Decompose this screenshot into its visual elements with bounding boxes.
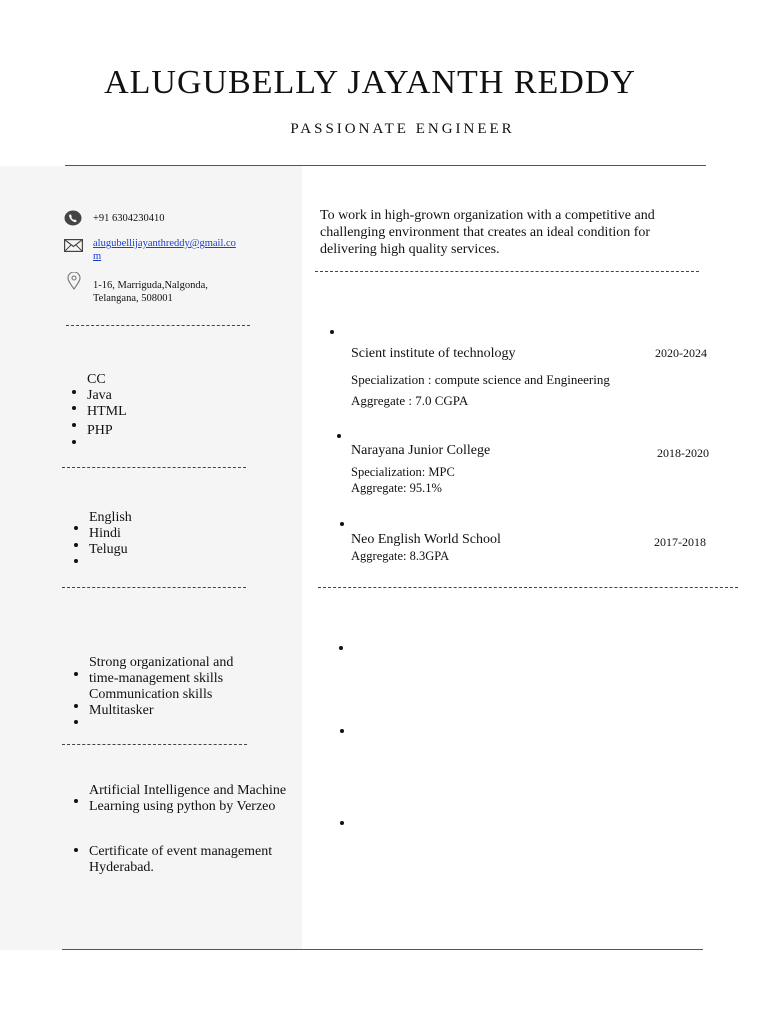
- skills-list: [87, 372, 127, 439]
- skill-item: Java: [87, 388, 112, 403]
- address-line-1: 1-16, Marriguda,Nalgonda,: [93, 280, 208, 291]
- certification-line: Artificial Intelligence and Machine: [89, 783, 287, 798]
- certification-item: [89, 844, 272, 876]
- address-line-2: Telangana, 508001: [93, 293, 173, 304]
- sidebar-divider: [62, 744, 247, 745]
- bullet: [330, 330, 334, 334]
- language-item: Hindi: [89, 526, 121, 541]
- address: [93, 279, 208, 305]
- education-detail: Specialization: MPC: [351, 465, 455, 479]
- candidate-name: ALUGUBELLY JAYANTH REDDY: [104, 64, 636, 101]
- strengths-list: [89, 655, 233, 719]
- bullet: [340, 522, 344, 526]
- objective-text: [320, 207, 655, 258]
- education-years: 2017-2018: [654, 535, 706, 549]
- bullet: [74, 543, 78, 547]
- objective-line: challenging environment that creates an ideal condition for: [320, 225, 651, 240]
- education-detail: Aggregate : 7.0 CGPA: [351, 393, 469, 408]
- bullet: [72, 406, 76, 410]
- phone-icon: [64, 210, 82, 226]
- sidebar-divider: [62, 467, 246, 468]
- certification-line: Hyderabad.: [89, 860, 154, 875]
- email-line-2[interactable]: m: [93, 251, 102, 262]
- sidebar-divider: [66, 325, 250, 326]
- strength-item-line: time-management skills: [89, 671, 224, 686]
- bullet: [74, 799, 78, 803]
- education-institution: Neo English World School: [351, 532, 501, 547]
- bullet: [74, 526, 78, 530]
- bullet: [340, 729, 344, 733]
- bullet: [74, 848, 78, 852]
- email-line-1[interactable]: alugubellijayanthreddy@gmail.co: [93, 238, 236, 249]
- education-institution: Scient institute of technology: [351, 346, 516, 361]
- education-detail: Specialization : compute science and Engineering: [351, 372, 610, 387]
- phone-number: +91 6304230410: [93, 213, 165, 224]
- strength-item: Multitasker: [89, 703, 154, 718]
- location-pin-icon: [67, 272, 81, 290]
- certification-line: Learning using python by Verzeo: [89, 799, 276, 814]
- education-institution: Narayana Junior College: [351, 443, 491, 458]
- section-divider: [318, 587, 738, 588]
- language-item: Telugu: [89, 542, 128, 557]
- objective-line: To work in high-grown organization with a competitive and: [320, 208, 655, 223]
- bullet: [72, 423, 76, 427]
- bullet: [339, 646, 343, 650]
- bullet: [74, 720, 78, 724]
- bullet: [337, 434, 341, 438]
- certification-line: Certificate of event management: [89, 844, 273, 859]
- education-detail: Aggregate: 95.1%: [351, 481, 442, 495]
- sidebar-divider: [62, 587, 246, 588]
- footer-divider: [62, 949, 703, 950]
- bullet: [340, 821, 344, 825]
- candidate-title: PASSIONATE ENGINEER: [290, 121, 515, 137]
- strength-item: Communication skills: [89, 687, 213, 702]
- skill-item: PHP: [87, 423, 113, 438]
- bullet: [72, 390, 76, 394]
- education-years: 2018-2020: [657, 446, 709, 460]
- bullet: [72, 440, 76, 444]
- skill-item: HTML: [87, 404, 127, 419]
- education-years: 2020-2024: [655, 346, 707, 360]
- skill-item: CC: [87, 372, 106, 387]
- email-link[interactable]: [93, 237, 236, 263]
- email-icon: [64, 239, 83, 252]
- objective-line: delivering high quality services.: [320, 242, 500, 257]
- languages-list: [89, 510, 132, 558]
- language-item: English: [89, 510, 132, 525]
- bullet: [74, 704, 78, 708]
- bullet: [74, 672, 78, 676]
- strength-item-line: Strong organizational and: [89, 655, 234, 670]
- certification-item: [89, 783, 286, 815]
- section-divider: [315, 271, 699, 272]
- education-detail: Aggregate: 8.3GPA: [351, 549, 450, 563]
- bullet: [74, 559, 78, 563]
